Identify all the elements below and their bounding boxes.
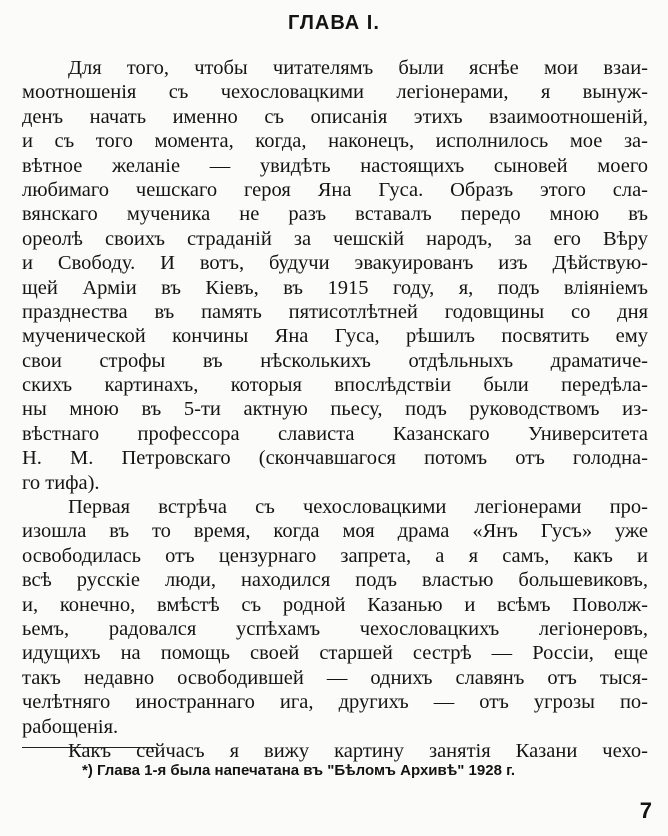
text-line: идущихъ на помощь своей старшей сестрѣ — Россіи, еще <box>22 642 648 665</box>
chapter-title: ГЛАВА I. <box>288 12 380 34</box>
footnote-divider <box>22 747 157 748</box>
text-line: празднества въ память пятисотлѣтней годовщины со дня <box>22 300 648 323</box>
text-line: мученической кончины Яна Гуса, рѣшилъ посвятить ему <box>22 325 648 348</box>
text-line: вянскаго мученика не разъ вставалъ передо мною въ <box>22 203 648 226</box>
chapter-body <box>22 56 648 763</box>
paragraph <box>22 56 648 495</box>
text-line: денъ начать именно съ описанія этихъ взаимоотношеній, <box>22 105 648 128</box>
paragraph <box>22 495 648 739</box>
text-line: и, конечно, вмѣстѣ съ родной Казанью и всѣмъ Поволж- <box>22 593 648 616</box>
text-line: любимаго чешскаго героя Яна Гуса. Образъ этого сла- <box>22 178 648 201</box>
text-line: скихъ картинахъ, которыя впослѣдствіи были передѣла- <box>22 374 648 397</box>
text-line: го тифа). <box>22 471 100 494</box>
text-line: и Свободу. И вотъ, будучи эвакуированъ изъ Дѣйствую- <box>22 252 648 275</box>
text-line: такъ недавно освободившей — однихъ славянъ отъ тыся- <box>22 666 648 689</box>
text-line: челѣтняго иностраннаго ига, другихъ — отъ угрозы по- <box>22 691 648 714</box>
text-line: вѣстнаго профессора слависта Казанскаго Университета <box>22 422 648 445</box>
text-line: вѣтное желаніе — увидѣть настоящихъ сыновей моего <box>22 154 648 177</box>
text-line: Какъ сейчасъ я вижу картину занятія Казани чехо- <box>68 739 648 762</box>
text-line: и съ того момента, когда, наконецъ, исполнилось мое за- <box>22 130 648 153</box>
text-line: Н. М. Петровскаго (скончавшагося потомъ отъ голодна- <box>22 447 648 470</box>
text-line: рабощенія. <box>22 715 119 738</box>
text-line: ны мною въ 5-ти актную пьесу, подъ руководствомъ из- <box>22 398 648 421</box>
text-line: моотношенія съ чехословацкими легіонерами, я вынуж- <box>22 81 648 104</box>
text-line: щей Арміи въ Кіевъ, въ 1915 году, я, подъ вліяніемъ <box>22 276 648 299</box>
footnote: *) Глава 1-я была напечатана въ "Бѣломъ Архивѣ" 1928 г. <box>82 762 516 779</box>
page-number: 7 <box>639 798 652 823</box>
text-line: освободилась отъ цензурнаго запрета, а я самъ, какъ и <box>22 544 648 567</box>
paragraph <box>22 739 648 763</box>
text-line: Первая встрѣча съ чехословацкими легіонерами про- <box>68 496 648 519</box>
text-line: свои строфы въ нѣсколькихъ отдѣльныхъ драматиче- <box>22 349 648 372</box>
text-line: Для того, чтобы читателямъ были яснѣе мои взаи- <box>68 57 648 79</box>
text-line: изошла въ то время, когда моя драма «Янъ Гусъ» уже <box>22 520 648 543</box>
text-line: ьемъ, радовался успѣхамъ чехословацкихъ легіонеровъ, <box>22 617 648 640</box>
text-line: всѣ русскіе люди, находился подъ властью большевиковъ, <box>22 569 648 592</box>
text-line: ореолѣ своихъ страданій за чешскій народъ, за его Вѣру <box>22 227 648 250</box>
